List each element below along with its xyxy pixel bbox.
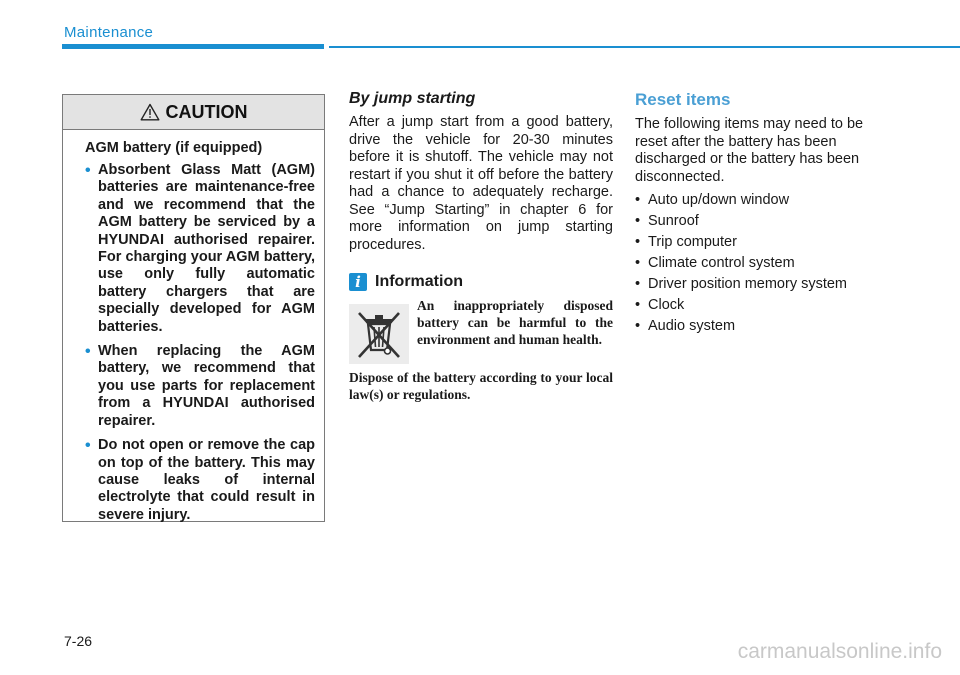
information-title: Information: [375, 273, 463, 290]
bullet-icon: •: [635, 318, 641, 334]
caution-body: [63, 130, 324, 524]
warning-triangle-icon: [140, 103, 160, 121]
list-item: • Sunroof: [635, 211, 898, 232]
list-item: • Trip computer: [635, 232, 898, 253]
caution-title: CAUTION: [165, 101, 248, 122]
caution-item: [85, 343, 315, 430]
caution-list: [85, 162, 315, 524]
jump-start-column: [349, 90, 613, 404]
information-row: [349, 298, 613, 364]
list-item: • Climate control system: [635, 253, 898, 274]
caution-subtitle: AGM battery (if equipped): [85, 140, 263, 156]
information-text: An inappropriately disposed battery can be harmful to the environment and human health.: [417, 298, 613, 347]
header-rule-thin: [329, 46, 960, 48]
bullet-icon: •: [635, 255, 641, 271]
reset-items-column: [635, 90, 898, 337]
list-item: • Driver position memory system: [635, 274, 898, 295]
list-item: • Auto up/down window: [635, 190, 898, 211]
jump-start-text: After a jump start from a good battery, drive the vehicle for 20-30 minutes before it is shutoff. The vehicle may not restart if you shut it off before the battery had a chance to adequately recharge. See “Jump Starting” in chapter 6 for more information on jump starting procedures.: [349, 114, 613, 253]
bullet-dot-icon: •: [85, 162, 91, 179]
bullet-icon: •: [635, 213, 641, 229]
crossed-out-bin-icon: [349, 304, 409, 364]
section-title: Maintenance: [64, 24, 154, 41]
information-text-2: Dispose of the battery according to your local law(s) or regulations.: [349, 370, 613, 402]
bullet-icon: •: [635, 297, 641, 313]
watermark: carmanualsonline.info: [737, 640, 942, 663]
header-rule-thick: [62, 44, 324, 49]
reset-items-heading: Reset items: [635, 90, 731, 109]
bullet-dot-icon: •: [85, 343, 91, 361]
list-item: • Clock: [635, 295, 898, 316]
information-header: [349, 273, 613, 291]
reset-items-intro: The following items may need to be reset after the battery has been discharged or the battery has been disconnected.: [635, 116, 864, 185]
caution-header: [63, 95, 324, 130]
bullet-icon: •: [635, 276, 641, 292]
information-icon: i: [349, 273, 367, 291]
caution-item-text: Absorbent Glass Matt (AGM) batteries are maintenance-free and we recommend that the AGM battery be serviced by a HYUNDAI authorised repairer. For charging your AGM battery, use only fully automatic battery chargers that are specially developed for AGM batteries.: [98, 162, 315, 335]
jump-start-heading: By jump starting: [349, 90, 476, 107]
caution-item: [85, 162, 315, 336]
bullet-dot-icon: •: [85, 437, 91, 455]
caution-item: [85, 437, 315, 524]
bullet-icon: •: [635, 234, 641, 250]
caution-item-text: Do not open or remove the cap on top of the battery. This may cause leaks of internal electrolyte that could result in severe injury.: [98, 437, 315, 523]
caution-item-text: When replacing the AGM battery, we recommend that you use parts for replacement from a HYUNDAI authorised repairer.: [98, 343, 315, 429]
caution-box: [62, 94, 325, 522]
bullet-icon: •: [635, 192, 641, 208]
reset-items-list: [635, 190, 898, 337]
list-item: • Audio system: [635, 316, 898, 337]
page-number: 7-26: [64, 633, 93, 649]
